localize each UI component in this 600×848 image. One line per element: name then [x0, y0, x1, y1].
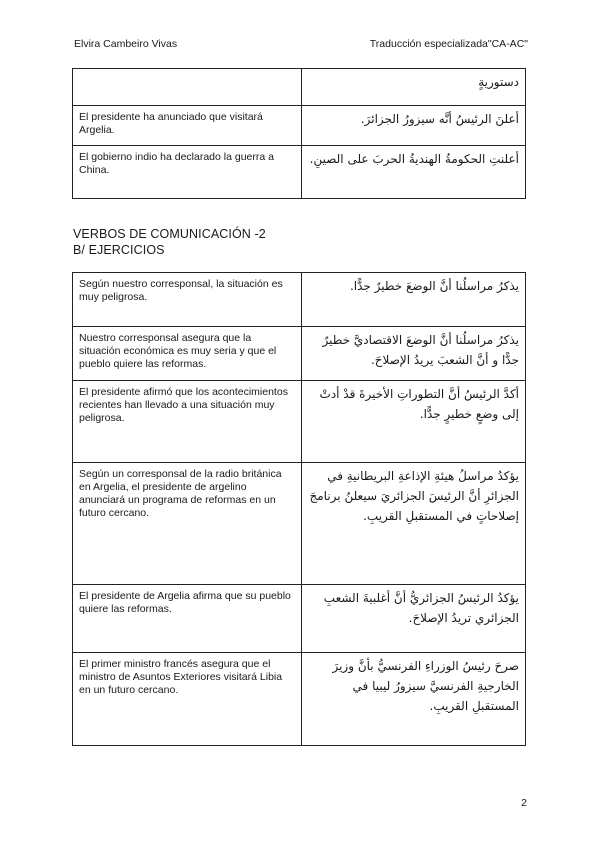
spanish-cell	[73, 69, 302, 106]
arabic-cell: صرحَ رئيسُ الوزراءِ الفرنسيُّ بأنَّ وزيرَ الخارجيةِ الفرنسيَّ سيزورُ ليبيا في المستقبلِ القريبِ.	[302, 653, 526, 746]
arabic-cell: يذكرُ مراسلُنا أنَّ الوضعَ خطيرٌ جدًّا.	[302, 273, 526, 327]
spanish-cell: El presidente de Argelia afirma que su pueblo quiere las reformas.	[73, 585, 302, 653]
arabic-cell: أعلنَ الرئيسُ أنَّه سيزورُ الجزائرَ.	[302, 106, 526, 146]
translation-table-2	[72, 272, 526, 746]
section-title: VERBOS DE COMUNICACIÓN -2	[73, 227, 266, 241]
table-row	[73, 106, 526, 146]
table-row	[73, 273, 526, 327]
spanish-cell: Según un corresponsal de la radio británica en Argelia, el presidente de argelino anunciará un programa de reformas en un futuro cercano.	[73, 463, 302, 585]
page-number: 2	[521, 797, 527, 809]
header-author: Elvira Cambeiro Vivas	[74, 38, 178, 50]
section-subtitle: B/ EJERCICIOS	[73, 243, 165, 257]
arabic-cell: دستوريةٍ	[302, 69, 526, 106]
table-row	[73, 327, 526, 381]
table-row	[73, 585, 526, 653]
spanish-cell: Nuestro corresponsal asegura que la situación económica es muy seria y que el pueblo quiere las reformas.	[73, 327, 302, 381]
spanish-cell: El presidente ha anunciado que visitará Argelia.	[73, 106, 302, 146]
table-row	[73, 463, 526, 585]
arabic-cell: أكدَّ الرئيسُ أنَّ التطوراتِ الأخيرةَ قدْ أدتْ إلى وضعٍ خطيرٍ جدًّا.	[302, 381, 526, 463]
table-row	[73, 69, 526, 106]
translation-table-1	[72, 68, 526, 199]
spanish-cell: El primer ministro francés asegura que el ministro de Asuntos Exteriores visitará Libia en un futuro cercano.	[73, 653, 302, 746]
arabic-cell: أعلنتِ الحكومةُ الهنديةُ الحربَ على الصينِ.	[302, 146, 526, 199]
header-course: Traducción especializada"CA-AC"	[369, 38, 528, 50]
table-row	[73, 146, 526, 199]
spanish-cell: Según nuestro corresponsal, la situación es muy peligrosa.	[73, 273, 302, 327]
table-row	[73, 381, 526, 463]
arabic-cell: يذكرُ مراسلُنا أنَّ الوضعَ الاقتصاديَّ خطيرٌ جدًّا و أنَّ الشعبَ يريدُ الإصلاحَ.	[302, 327, 526, 381]
spanish-cell: El gobierno indio ha declarado la guerra a China.	[73, 146, 302, 199]
arabic-cell: يؤكدُ مراسلُ هيئةِ الإذاعةِ البريطانيةِ في الجزائرِ أنَّ الرئيسَ الجزائريَ سيعلنُ برنامجَ إصلاحاتٍ في المستقبلِ القريبِ.	[302, 463, 526, 585]
table-row	[73, 653, 526, 746]
arabic-cell: يؤكدُ الرئيسُ الجزائريُّ أنَّ أغلبيةَ الشعبِ الجزائري تريدُ الإصلاحَ.	[302, 585, 526, 653]
spanish-cell: El presidente afirmó que los acontecimientos recientes han llevado a una situación muy peligrosa.	[73, 381, 302, 463]
